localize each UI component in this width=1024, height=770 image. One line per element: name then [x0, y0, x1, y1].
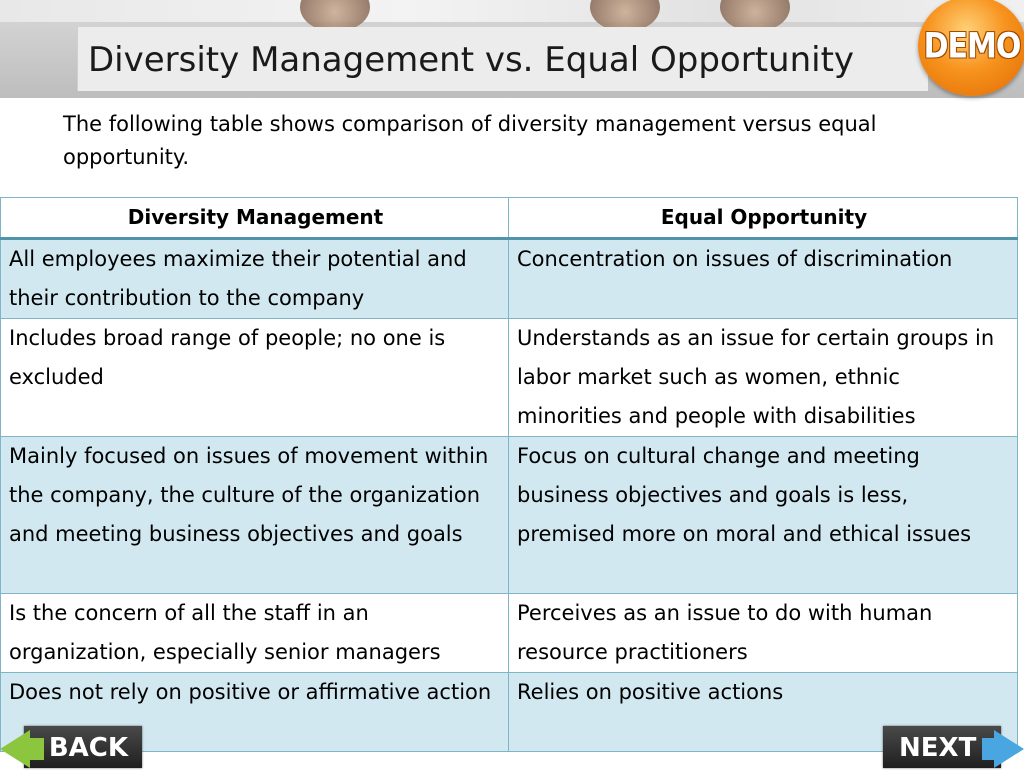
column-header-equal-opportunity: Equal Opportunity	[509, 198, 1018, 239]
table-cell: Is the concern of all the staff in an organization, especially senior managers	[1, 594, 509, 673]
table-cell: Does not rely on positive or affirmative action	[1, 673, 509, 752]
table-row	[1, 437, 1018, 594]
next-arrow-icon[interactable]	[994, 730, 1024, 768]
table-cell: Relies on positive actions	[509, 673, 1018, 752]
next-button-label: NEXT	[899, 733, 977, 763]
table-header-row	[1, 198, 1018, 239]
back-button-label: BACK	[48, 733, 128, 763]
table-row	[1, 594, 1018, 673]
table-cell: Concentration on issues of discrimination	[509, 239, 1018, 319]
demo-badge	[918, 0, 1024, 96]
table-cell: Mainly focused on issues of movement within the company, the culture of the organization and meeting business objectives and goals	[1, 437, 509, 594]
table-cell: Perceives as an issue to do with human resource practitioners	[509, 594, 1018, 673]
demo-badge-label: DEMO	[923, 25, 1021, 67]
back-arrow-icon[interactable]	[0, 730, 30, 768]
table-cell: Includes broad range of people; no one is excluded	[1, 319, 509, 437]
slide-title: Diversity Management vs. Equal Opportunity	[88, 40, 855, 80]
comparison-table	[0, 197, 1018, 752]
table-row	[1, 673, 1018, 752]
header-photo-strip	[0, 0, 1024, 22]
table-cell: All employees maximize their potential and their contribution to the company	[1, 239, 509, 319]
table-cell: Understands as an issue for certain groups in labor market such as women, ethnic minorities and people with disabilities	[509, 319, 1018, 437]
table-row	[1, 319, 1018, 437]
table-cell: Focus on cultural change and meeting business objectives and goals is less, premised more on moral and ethical issues	[509, 437, 1018, 594]
table-row	[1, 239, 1018, 319]
intro-text: The following table shows comparison of diversity management versus equal opportunity.	[63, 112, 877, 169]
column-header-diversity: Diversity Management	[1, 198, 509, 239]
back-arrow-icon-tail[interactable]	[28, 738, 44, 760]
